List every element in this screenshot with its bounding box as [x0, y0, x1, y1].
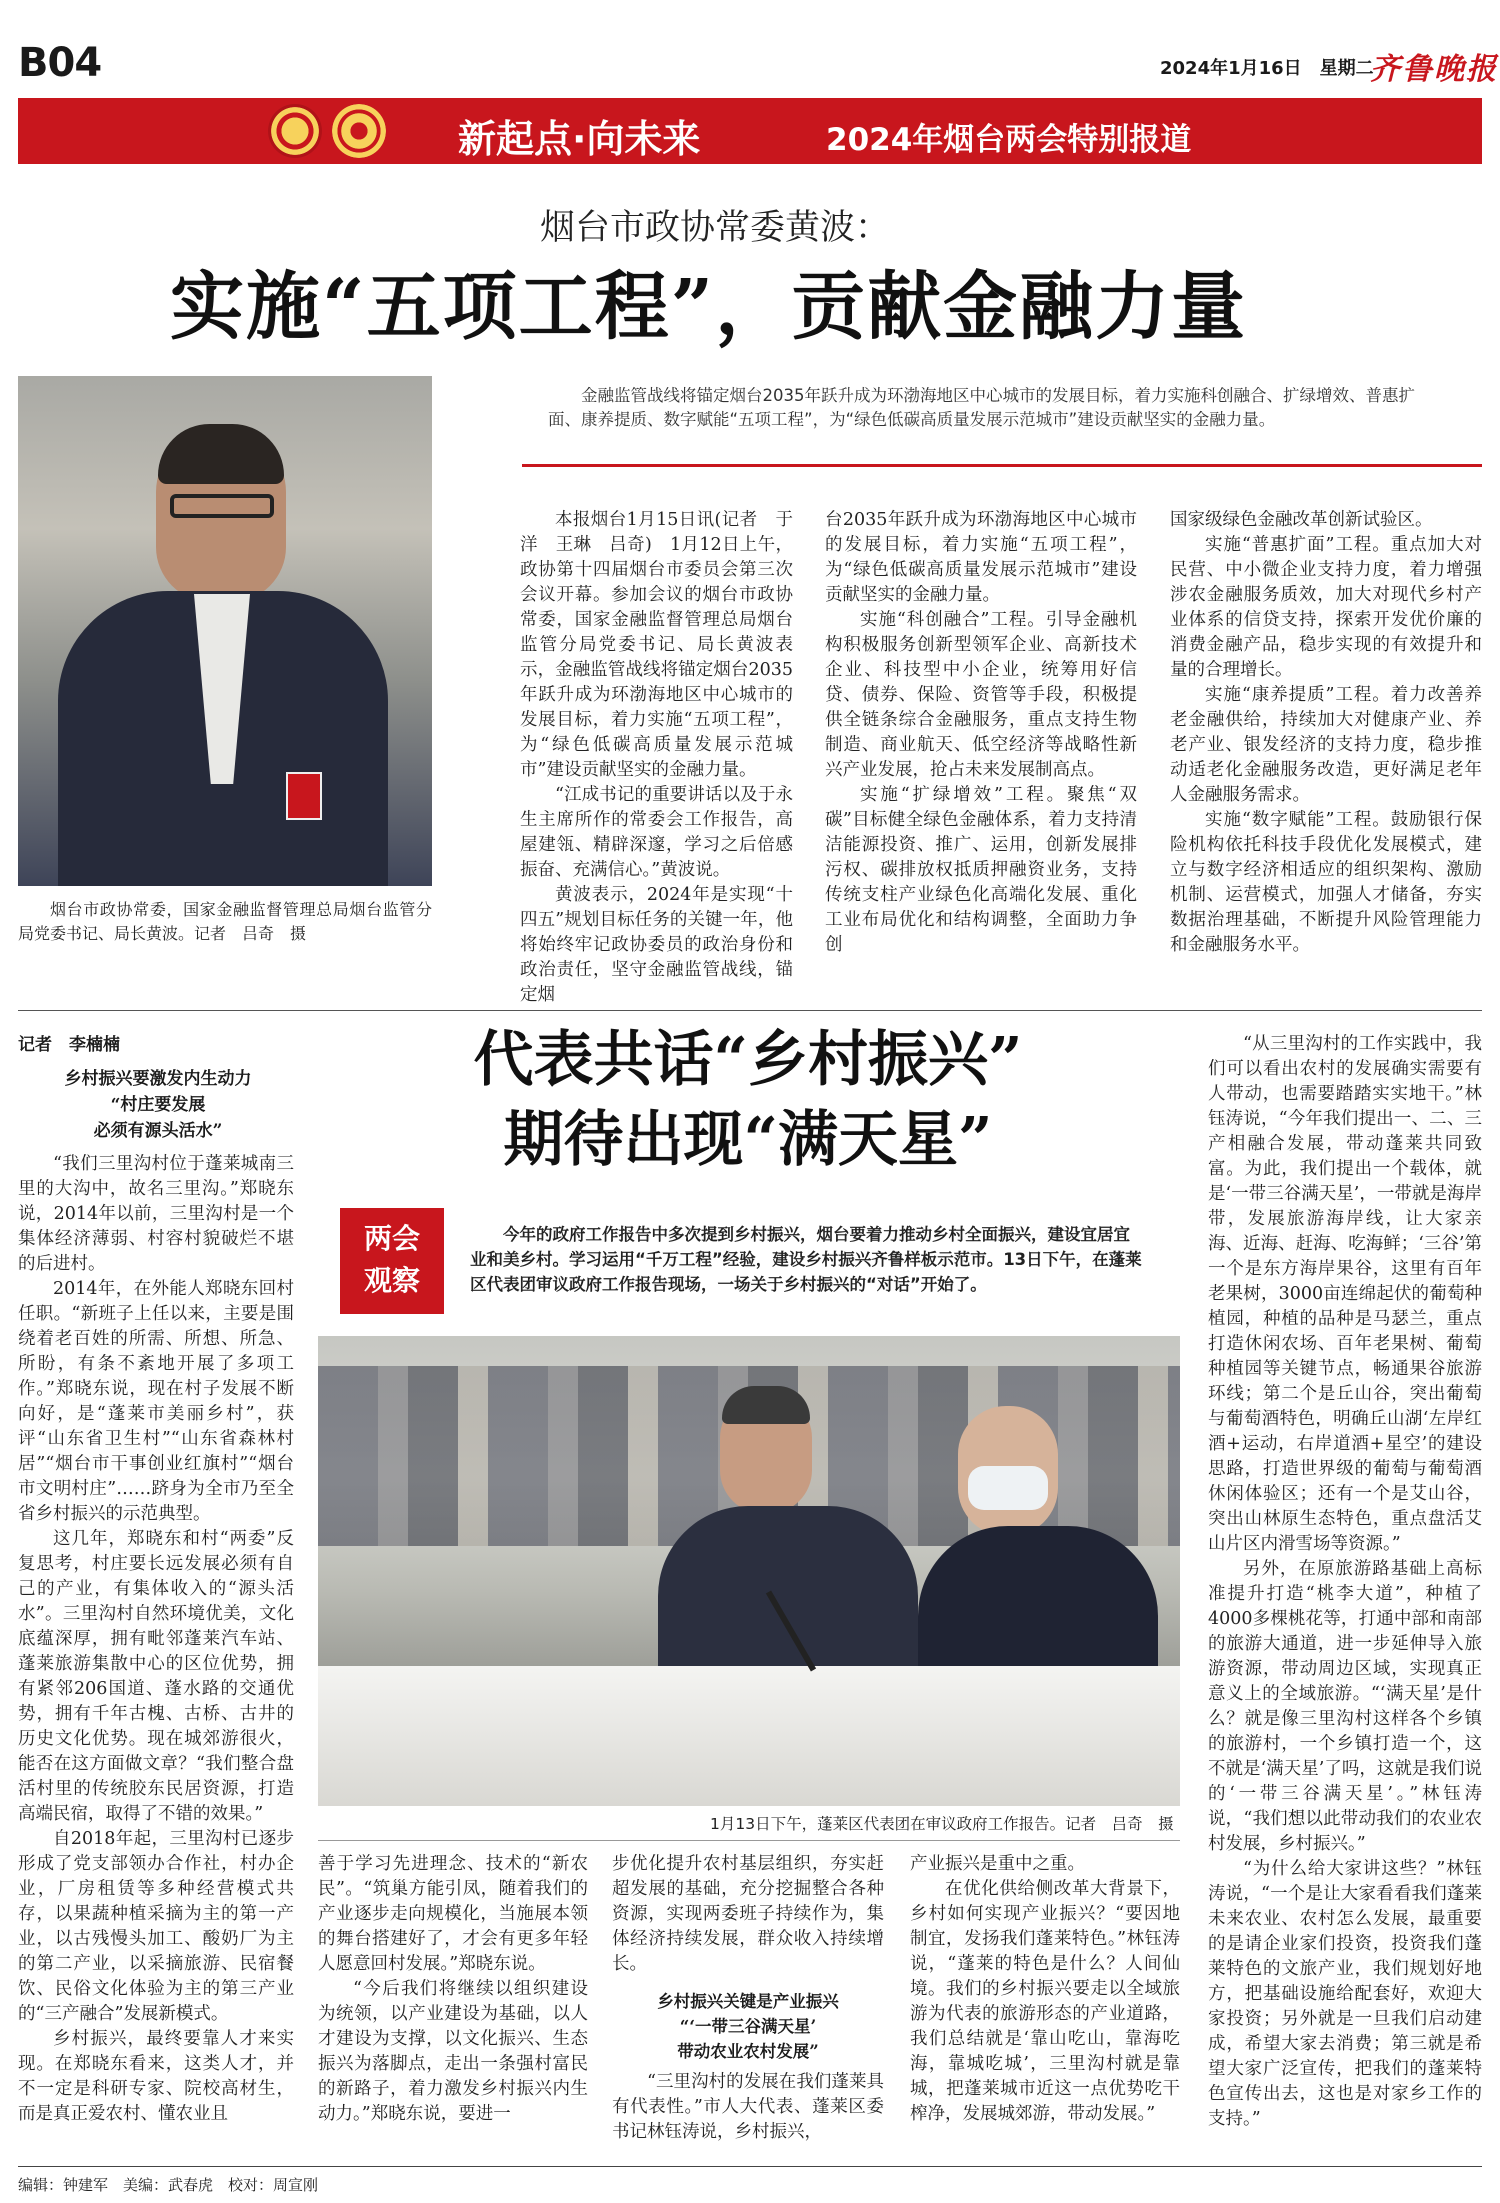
page-credits: 编辑：钟建军 美编：武春虎 校对：周宣刚 — [18, 2176, 319, 2194]
issue-date — [1160, 54, 1374, 80]
paragraph: 实施“数字赋能”工程。鼓励银行保险机构依托科技手段优化发展模式，建立与数字经济相适应的组织架构、激励机制、运营模式，加强人才储备，夯实数据治理基础，不断提升风险管理能力和金融服务水平。 — [1170, 810, 1482, 955]
paragraph: 黄波表示，2024年是实现“十四五”规划目标任务的关键一年，他将始终牢记政协委员的政治身份和政治责任，坚守金融监管战线，锚定烟 — [520, 885, 793, 1005]
article2-lead: 今年的政府工作报告中多次提到乡村振兴，烟台要着力推动乡村全面振兴，建设宜居宜业和美乡村。学习运用“千万工程”经验，建设乡村振兴齐鲁样板示范市。13日下午，在蓬莱区代表团审议政府工作报告现场，一场关于乡村振兴的“对话”开始了。 — [470, 1225, 1142, 1294]
section-divider — [18, 1010, 1482, 1011]
paragraph: 国家级绿色金融改革创新试验区。 — [1170, 510, 1433, 530]
subhead-line: 带动农业农村发展” — [677, 2042, 819, 2061]
article2-byline: 记者 李楠楠 — [18, 1035, 120, 1055]
headline-line: 代表共话“乡村振兴” — [473, 1025, 1023, 1095]
banner-title: 新起点·向未来 — [458, 117, 701, 161]
conference-table — [318, 1666, 1180, 1806]
speaker-hair — [722, 1386, 810, 1424]
article2-subhead-2 — [612, 1989, 884, 2064]
paragraph: 实施“康养提质”工程。着力改善养老金融供给，持续加大对健康产业、养老产业、银发经济的支持力度，稳步推动适老化金融服务改造，更好满足老年人金融服务需求。 — [1170, 685, 1482, 805]
tag-line: 观察 — [363, 1264, 420, 1297]
paragraph: “从三里沟村的工作实践中，我们可以看出农村的发展确实需要有人带动，也需要踏踏实实地干。”林钰涛说，“今年我们提出一、二、三产相融合发展，带动蓬莱共同致富。为此，我们提出一个载体，就是‘一带三谷满天星’，一带就是海岸带，发展旅游海岸线，让大家亲海、近海、赶海、吃海鲜；‘三谷’第一个是东方海岸果谷，这里有百年老果树，3000亩连绵起伏的葡萄种植园，种植的品种是马瑟兰，重点打造休闲农场、百年老果树、葡萄种植园等关键节点，畅通果谷旅游环线；第二个是丘山谷，突出葡萄与葡萄酒特色，明确丘山湖‘左岸红酒+运动，右岸道酒+星空’的建设思路，打造世界级的葡萄与葡萄酒休闲体验区；还有一个是艾山谷，突出山林原生态特色，重点盘活艾山片区内滑雪场等资源。” — [1208, 1034, 1482, 1554]
paragraph: 步优化提升农村基层组织，夯实赶超发展的基础，充分挖掘整合各种资源，实现两委班子持续作为，集体经济持续发展，群众收入持续增长。 — [612, 1854, 884, 1974]
delegate-badge-icon — [286, 772, 322, 820]
article2-bottom-col2 — [318, 1852, 588, 2127]
paragraph: 自2018年起，三里沟村已逐步形成了党支部领办合作社，村办企业，厂房租赁等多种经营模式共存，以果蔬种植采摘为主的第一产业，以古残慢头加工、酸奶厂为主的第二产业，以采摘旅游、民宿餐饮、民俗文化体验为主的第三产业的“三产融合”发展新模式。 — [18, 1829, 294, 2024]
paragraph: “三里沟村的发展在我们蓬莱具有代表性。”市人大代表、蓬莱区委书记林钰涛说，乡村振兴， — [612, 2072, 884, 2142]
national-emblem-icon — [268, 104, 322, 158]
newspaper-logo: 齐鲁晚报 — [1370, 52, 1498, 87]
paragraph: 本报烟台1月15日讯(记者 于洋 王琳 吕奇) 1月12日上午，政协第十四届烟台市委员会第三次会议开幕。参加会议的烟台市政协常委，国家金融监督管理总局烟台监管分局党委书记、局长黄波表示，金融监管战线将锚定烟台2035年跃升成为环渤海地区中心城市的发展目标，着力实施“五项工程”，为“绿色低碳高质量发展示范城市”建设贡献坚实的金融力量。 — [520, 510, 793, 780]
paragraph: 另外，在原旅游路基础上高标准提升打造“桃李大道”，种植了4000多棵桃花等，打通中部和南部的旅游大通道，进一步延伸导入旅游资源，带动周边区域，实现真正意义上的全域旅游。“‘满天星’是什么？就是像三里沟村这样各个乡镇的旅游村，一个乡镇打造一个，这不就是‘满天星’了吗，这就是我们说的‘一带三谷满天星’。”林钰涛说，“我们想以此带动我们的农业农村发展，乡村振兴。” — [1208, 1559, 1482, 1854]
face-mask-icon — [968, 1466, 1048, 1510]
article1-col3 — [1170, 508, 1482, 958]
article2-photo — [318, 1336, 1180, 1806]
article2-photo-caption: 1月13日下午，蓬莱区代表团在审议政府工作报告。记者 吕奇 摄 — [710, 1815, 1174, 1833]
paragraph: 实施“扩绿增效”工程。聚焦“双碳”目标健全绿色金融体系，着力支持清洁能源投资、推广、运用，创新发展排污权、碳排放权抵质押融资业务，支持传统支柱产业绿色化高端化发展、重化工业布局优化和结构调整，全面助力争创 — [825, 785, 1137, 955]
article2-subhead-1 — [18, 1066, 298, 1144]
paragraph: 善于学习先进理念、技术的“新农民”。“筑巢方能引凤，随着我们的产业逐步走向规模化，当施展本领的舞台搭建好了，才会有更多年轻人愿意回村发展。”郑晓东说。 — [318, 1854, 588, 1974]
lead-rule — [522, 464, 1482, 467]
cppcc-emblem-icon — [332, 104, 386, 158]
paragraph: 在优化供给侧改革大背景下，乡村如何实现产业振兴？“要因地制宜，发扬我们蓬莱特色。”林钰涛说，“蓬莱的特色是什么？人间仙境。我们的乡村振兴要走以全域旅游为代表的旅游形态的产业道路，我们总结就是‘靠山吃山，靠海吃海，靠城吃城’，三里沟村就是靠城，把蓬莱城市近这一点优势吃干榨净，发展城郊游，带动发展。” — [910, 1879, 1180, 2124]
article1-col1 — [520, 508, 793, 1008]
lianghui-observe-tag — [340, 1208, 444, 1314]
page-number: B04 — [18, 40, 102, 86]
article2-bottom-col4 — [910, 1852, 1180, 2127]
paragraph: 乡村振兴，最终要靠人才来实现。在郑晓东看来，这类人才，并不一定是科研专家、院校高材生，而是真正爱农村、懂农业且 — [18, 2029, 294, 2124]
article2-bottom-col3 — [612, 1852, 884, 2145]
subhead-line: “‘一带三谷满天星’ — [679, 2017, 817, 2036]
article1-kicker: 烟台市政协常委黄波： — [540, 208, 891, 248]
article1-photo-caption: 烟台市政协常委，国家金融监督管理总局烟台监管分局党委书记、局长黄波。记者 吕奇 摄 — [18, 900, 432, 943]
headline-line: 期待出现“满天星” — [503, 1105, 993, 1175]
article1-lead: 金融监管战线将锚定烟台2035年跃升成为环渤海地区中心城市的发展目标，着力实施科创融合、扩绿增效、普惠扩面、康养提质、数字赋能“五项工程”，为“绿色低碳高质量发展示范城市”建设贡献坚实的金融力量。 — [548, 386, 1415, 429]
article1-headline: 实施“五项工程”，贡献金融力量 — [170, 264, 1248, 350]
person-hair — [158, 424, 284, 484]
footer-rule — [18, 2166, 1482, 2167]
paragraph: 这几年，郑晓东和村“两委”反复思考，村庄要长远发展必须有自己的产业，有集体收入的“源头活水”。三里沟村自然环境优美，文化底蕴深厚，拥有毗邻蓬莱汽车站、蓬莱旅游集散中心的区位优势，拥有紧邻206国道、蓬水路的交通优势，拥有千年古槐、古桥、古井的历史文化优势。现在城郊游很火，能否在这方面做文章？“我们整合盘活村里的传统胶东民居资源，打造高端民宿，取得了不错的效果。” — [18, 1529, 294, 1824]
subhead-line: 必须有源头活水” — [93, 1121, 223, 1141]
article2-left-column — [18, 1152, 294, 2127]
paragraph: 2014年，在外能人郑晓东回村任职。“新班子上任以来，主要是围绕着老百姓的所需、所想、所急、所盼，有条不紊地开展了多项工作。”郑晓东说，现在村子发展不断向好，是“蓬莱市美丽乡村”，获评“山东省卫生村”“山东省森林村居”“烟台市干事创业红旗村”“烟台市文明村庄”……跻身为全市乃至全省乡村振兴的示范典型。 — [18, 1279, 294, 1524]
subhead-line: “村庄要发展 — [110, 1095, 206, 1115]
paragraph: 台2035年跃升成为环渤海地区中心城市的发展目标，着力实施“五项工程”，为“绿色低碳高质量发展示范城市”建设贡献坚实的金融力量。 — [825, 510, 1137, 605]
glasses-icon — [170, 494, 274, 518]
article1-col2 — [825, 508, 1137, 958]
paragraph: “今后我们将继续以组织建设为统领，以产业建设为基础，以人才建设为支撑，以文化振兴、生态振兴为落脚点，走出一条强村富民的新路子，着力激发乡村振兴内生动力。”郑晓东说，要进一 — [318, 1979, 588, 2124]
banner-subtitle: 2024年烟台两会特别报道 — [826, 122, 1192, 158]
paragraph: 实施“科创融合”工程。引导金融机构积极服务创新型领军企业、高新技术企业、科技型中小企业，统筹用好信贷、债券、保险、资管等手段，积极提供全链条综合金融服务，重点支持生物制造、商业航天、低空经济等战略性新兴产业发展，抢占未来发展制高点。 — [825, 610, 1137, 780]
paragraph: “江成书记的重要讲话以及于永生主席所作的常委会工作报告，高屋建瓴、精辟深邃，学习之后倍感振奋、充满信心。”黄波说。 — [520, 785, 793, 880]
paragraph: 产业振兴是重中之重。 — [910, 1854, 1085, 1874]
article1-photo — [18, 376, 432, 886]
paragraph: “为什么给大家讲这些？”林钰涛说，“一个是让大家看看我们蓬莱未来农业、农村怎么发展，最重要的是请企业家们投资，投资我们蓬莱特色的文旅产业，我们规划好地方，把基础设施给配套好，欢迎大家投资；另外就是一旦我们启动建成，希望大家去消费；第三就是希望大家广泛宣传，把我们的蓬莱特色宣传出去，这也是对家乡工作的支持。” — [1208, 1859, 1482, 2129]
article2-headline — [318, 1020, 1178, 1180]
paragraph: 实施“普惠扩面”工程。重点加大对民营、中小微企业支持力度，着力增强涉农金融服务质效，加大对现代乡村产业体系的信贷支持，探索开发优价廉的消费金融产品，稳步实现的有效提升和量的合理增长。 — [1170, 535, 1482, 680]
paragraph: “我们三里沟村位于蓬莱城南三里的大沟中，故名三里沟。”郑晓东说，2014年以前，三里沟村是一个集体经济薄弱、村容村貌破烂不堪的后进村。 — [18, 1154, 294, 1274]
subhead-line: 乡村振兴要激发内生动力 — [64, 1069, 252, 1089]
banner — [18, 98, 1482, 164]
weekday-text: 星期二 — [1319, 58, 1374, 79]
article2-right-column — [1208, 1032, 1482, 2132]
caption-rule — [318, 1840, 1180, 1841]
tag-line: 两会 — [363, 1222, 420, 1255]
subhead-line: 乡村振兴关键是产业振兴 — [657, 1992, 839, 2011]
date-text: 2024年1月16日 — [1160, 58, 1302, 79]
